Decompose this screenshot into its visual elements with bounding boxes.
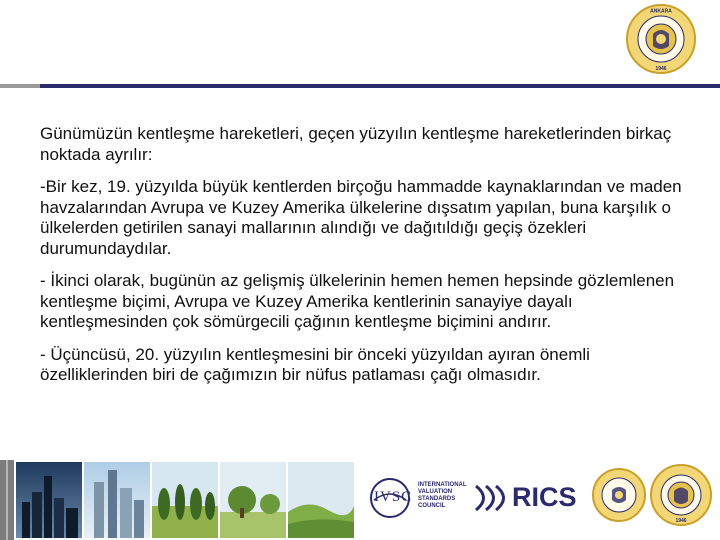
svg-text:1946: 1946 xyxy=(655,66,667,72)
ivsc-caption-line: STANDARDS xyxy=(418,496,456,502)
paragraph-intro: Günümüzün kentleşme hareketleri, geçen yüzyılın kentleşme hareketlerinden birkaç noktada ayrılır: xyxy=(40,124,672,164)
header-divider-accent xyxy=(0,84,40,88)
rics-label: RICS xyxy=(512,482,577,512)
paragraph-third-point: - Üçüncüsü, 20. yüzyılın kentleşmesini bir önceki yüzyıldan ayıran önemli özelliklerinden biri de çağımızın bir nüfus patlaması çağı olmasıdır. xyxy=(40,344,590,384)
ankara-university-seal-footer-logo xyxy=(650,464,712,526)
city-skyline-night-image xyxy=(16,462,82,538)
svg-text:1946: 1946 xyxy=(675,518,687,524)
footer-side-bar xyxy=(0,460,14,540)
header-divider xyxy=(0,84,720,88)
ivsc-logo xyxy=(370,476,467,520)
ivsc-caption-line: INTERNATIONAL xyxy=(418,482,467,488)
ivsc-caption-line: VALUATION xyxy=(418,489,453,495)
tree-field-image xyxy=(220,462,286,538)
body-text xyxy=(40,124,700,398)
paragraph-second-point: - İkinci olarak, bugünün az gelişmiş ülkelerinin hemen hemen hepsinde gözlemlenen kentleşme biçimi, Avrupa ve Kuzey Amerika kentlerinin sanayiye dayalı kentleşmesinden çok sömürgecili çağının kentleşme biçimini andırır. xyxy=(40,271,675,331)
countryside-trees-image xyxy=(152,462,218,538)
ivsc-label: IVSC xyxy=(374,489,413,505)
ankara-university-seal-logo xyxy=(626,4,696,74)
university-seal-gold-logo xyxy=(592,466,646,524)
svg-text:ANKARA: ANKARA xyxy=(650,8,672,15)
paragraph-first-point: -Bir kez, 19. yüzyılda büyük kentlerden birçoğu hammadde kaynaklarından ve maden havzalarından Avrupa ve Kuzey Amerika ülkelerine dışsatım yapılan, buna karşılık o ülkelerden getirilen sanayi mallarının alındığı ve dağıtıldığı geçiş özekleri durumundaydılar. xyxy=(40,177,682,258)
green-hills-image xyxy=(288,462,354,538)
ivsc-caption-line: COUNCIL xyxy=(418,503,446,509)
rics-logo xyxy=(474,478,584,518)
modern-city-towers-image xyxy=(84,462,150,538)
rics-emblem-icon xyxy=(474,484,508,512)
